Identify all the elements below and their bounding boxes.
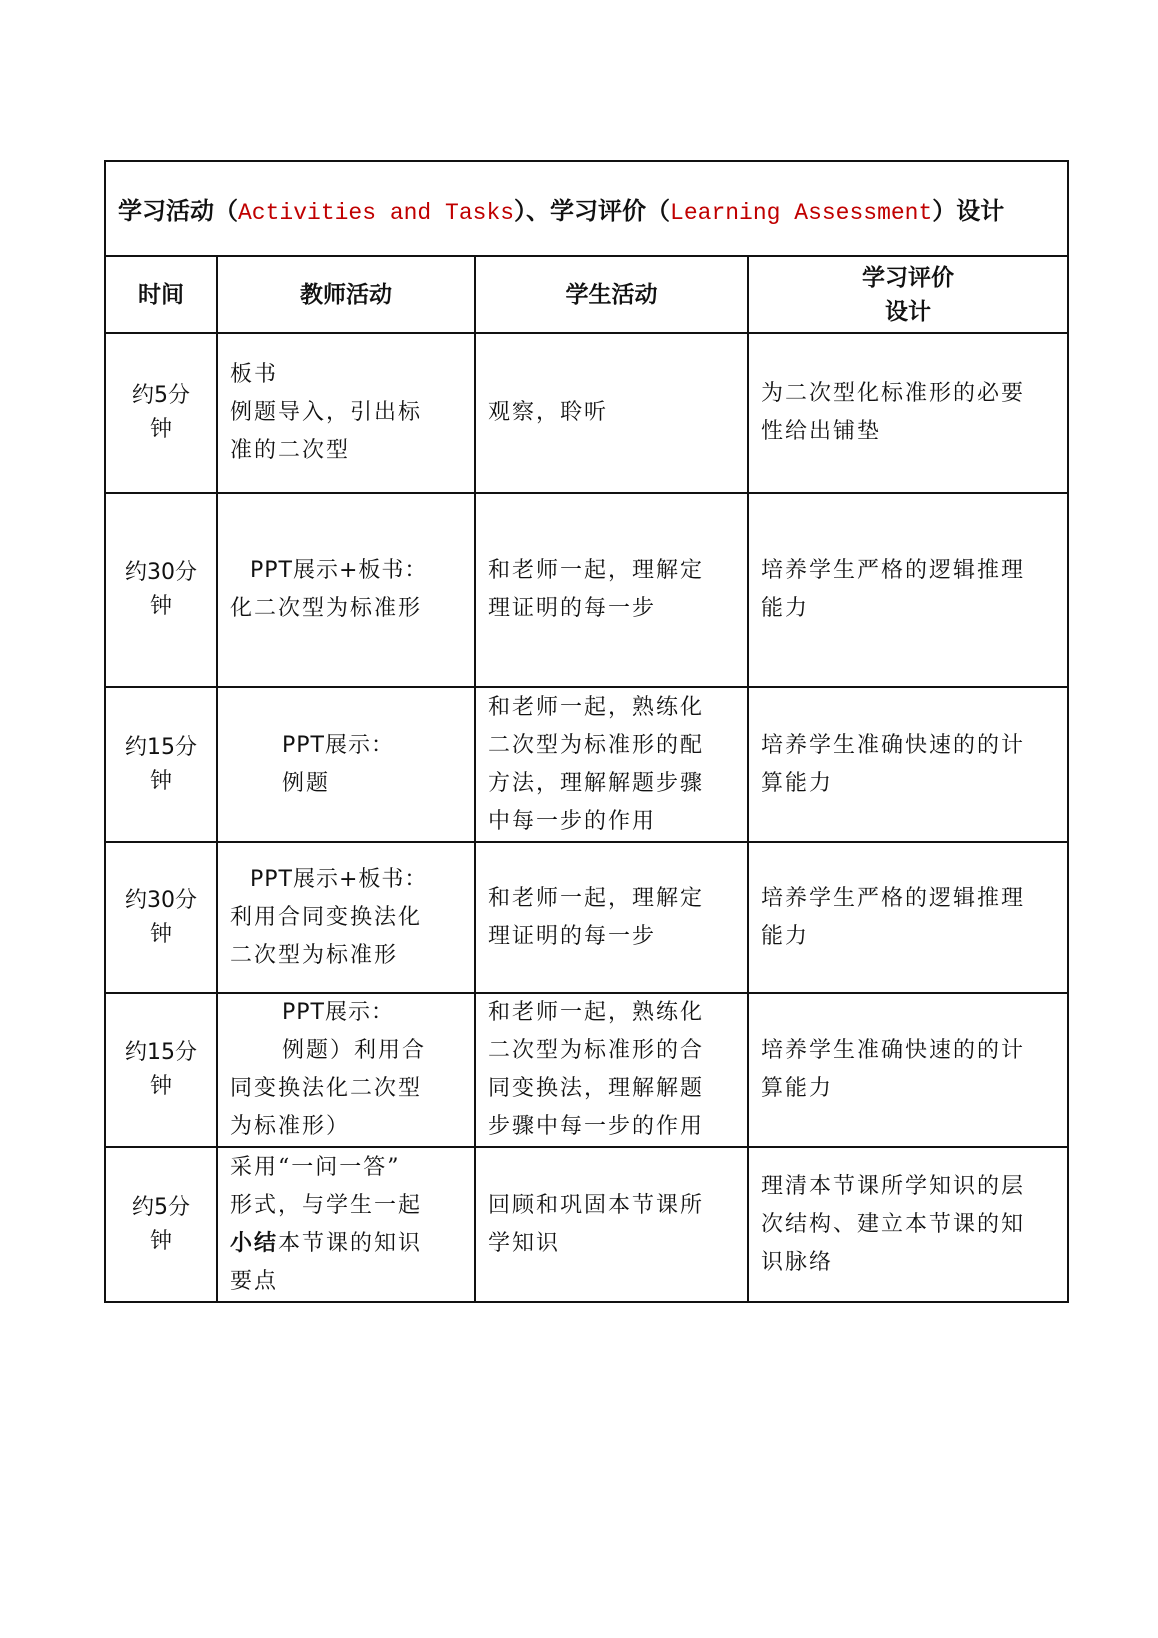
student-activity-cell: [475, 993, 748, 1147]
teacher-line: PPT展示+板书：: [250, 558, 428, 583]
header-teacher-activity: 教师活动: [217, 256, 475, 333]
header-time: 时间: [105, 256, 217, 333]
teacher-activity-cell: [217, 842, 475, 993]
assessment-line: 识脉络: [761, 1249, 834, 1275]
time-line: 约30分: [125, 560, 197, 585]
student-line: 和老师一起，理解定: [488, 558, 705, 583]
assessment-line: 理清本节课所学知识的层: [761, 1173, 1026, 1199]
student-line: 同变换法，理解解题: [488, 1076, 705, 1101]
time-line: 约5分: [132, 1194, 190, 1220]
teacher-line: 化二次型为标准形: [230, 596, 423, 621]
teacher-activity-cell: [217, 993, 475, 1147]
teacher-line: 采用“一问一答”: [230, 1154, 401, 1180]
summary-keyword: 小结: [230, 1230, 279, 1256]
time-cell: [105, 493, 217, 687]
student-line: 学知识: [488, 1230, 561, 1256]
teacher-line: PPT展示+板书：: [250, 866, 428, 892]
assessment-line: 培养学生准确快速的的计: [761, 732, 1026, 758]
student-activity-cell: [475, 333, 748, 493]
time-cell: [105, 333, 217, 493]
teacher-line: 二次型为标准形: [230, 942, 399, 968]
time-line: 约30分: [125, 887, 197, 913]
time-line: 约15分: [125, 1040, 197, 1065]
assessment-cell: [748, 493, 1068, 687]
student-activity-cell: [475, 493, 748, 687]
table-row: [105, 493, 1068, 687]
teacher-line: 例题）利用合: [282, 1038, 427, 1063]
teacher-line: PPT展示：: [282, 732, 394, 758]
assessment-line: 次结构、建立本节课的知: [761, 1211, 1026, 1237]
student-line: 理证明的每一步: [488, 923, 657, 949]
assessment-cell: [748, 333, 1068, 493]
student-line: 二次型为标准形的合: [488, 1038, 705, 1063]
teacher-activity-cell: [217, 1147, 475, 1302]
teacher-line: 利用合同变换法化: [230, 904, 423, 930]
title-activities-en: Activities and Tasks: [238, 200, 515, 226]
assessment-line: 培养学生严格的逻辑推理: [761, 885, 1026, 911]
time-line: 钟: [149, 417, 172, 442]
time-cell: [105, 687, 217, 842]
teacher-activity-cell: [217, 493, 475, 687]
teacher-line: [230, 1225, 462, 1263]
time-cell: [105, 842, 217, 993]
teacher-line: 形式，与学生一起: [230, 1192, 423, 1218]
student-line: 和老师一起，熟练化: [488, 694, 705, 720]
assessment-cell: [748, 993, 1068, 1147]
student-line: 观察，聆听: [488, 400, 609, 425]
assessment-line: 能力: [761, 596, 810, 621]
time-line: 钟: [149, 594, 172, 619]
time-line: 钟: [149, 921, 172, 947]
time-cell: [105, 1147, 217, 1302]
student-activity-cell: [475, 687, 748, 842]
time-line: 约15分: [125, 734, 197, 760]
header-assessment-line-2: 设计: [885, 298, 932, 325]
table-row: [105, 993, 1068, 1147]
time-line: 钟: [149, 1074, 172, 1099]
assessment-line: 培养学生严格的逻辑推理: [761, 558, 1026, 583]
assessment-line: 算能力: [761, 1076, 834, 1101]
student-line: 步骤中每一步的作用: [488, 1114, 705, 1139]
teacher-line: 为标准形）: [230, 1114, 351, 1139]
student-activity-cell: [475, 842, 748, 993]
title-part-5: ）设计: [932, 197, 1005, 225]
table-title: [105, 161, 1068, 256]
table-row: [105, 333, 1068, 493]
assessment-line: 为二次型化标准形的必要: [761, 381, 1026, 406]
student-line: 二次型为标准形的配: [488, 732, 705, 758]
table-row: [105, 687, 1068, 842]
time-line: 约5分: [132, 383, 190, 408]
teacher-activity-cell: [217, 333, 475, 493]
assessment-cell: [748, 1147, 1068, 1302]
assessment-cell: [748, 842, 1068, 993]
teacher-line: 例题: [282, 770, 331, 796]
title-assessment-en: Learning Assessment: [670, 200, 933, 226]
teacher-line: 例题导入，引出标: [230, 400, 423, 425]
student-activity-cell: [475, 1147, 748, 1302]
activity-assessment-table: [104, 160, 1069, 1303]
table-row: [105, 842, 1068, 993]
title-part-1: 学习活动（: [118, 197, 238, 225]
header-assessment-line-1: 学习评价: [862, 264, 955, 291]
title-part-3: ）、学习评价（: [514, 197, 671, 225]
assessment-line: 性给出铺垫: [761, 419, 882, 444]
assessment-cell: [748, 687, 1068, 842]
student-line: 中每一步的作用: [488, 808, 657, 834]
time-cell: [105, 993, 217, 1147]
student-line: 和老师一起，熟练化: [488, 1000, 705, 1025]
assessment-line: 能力: [761, 923, 810, 949]
teacher-line: 准的二次型: [230, 438, 351, 463]
teacher-line: PPT展示：: [282, 1000, 394, 1025]
student-line: 和老师一起，理解定: [488, 885, 705, 911]
student-line: 回顾和巩固本节课所: [488, 1192, 705, 1218]
time-line: 钟: [149, 1228, 172, 1254]
time-line: 钟: [149, 768, 172, 794]
summary-rest: 本节课的知识: [278, 1230, 423, 1256]
header-assessment-design: [748, 256, 1068, 333]
teacher-line: 同变换法化二次型: [230, 1076, 423, 1101]
teacher-line: 要点: [230, 1268, 279, 1294]
teacher-line: 板书: [230, 362, 279, 387]
header-student-activity: 学生活动: [475, 256, 748, 333]
student-line: 理证明的每一步: [488, 596, 657, 621]
assessment-line: 培养学生准确快速的的计: [761, 1038, 1026, 1063]
table-row: [105, 1147, 1068, 1302]
student-line: 方法，理解解题步骤: [488, 770, 705, 796]
assessment-line: 算能力: [761, 770, 834, 796]
teacher-activity-cell: [217, 687, 475, 842]
